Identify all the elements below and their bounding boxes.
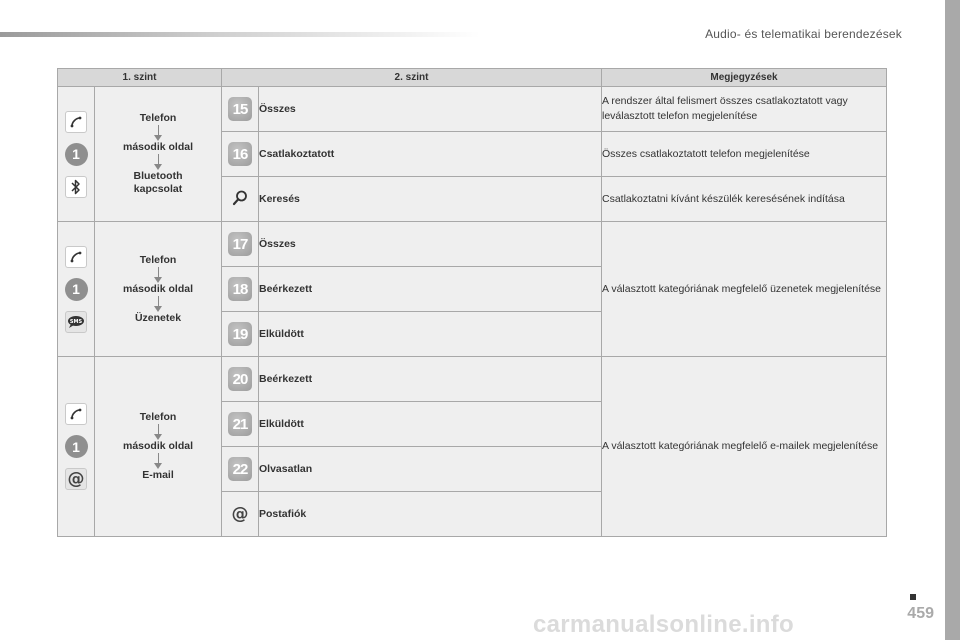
menu-number-badge: 15 <box>228 97 252 121</box>
header-bar <box>0 32 480 37</box>
search-icon <box>231 189 249 207</box>
number-badge: 1 <box>65 435 88 458</box>
level2-label: Keresés <box>259 177 602 222</box>
header-level2: 2. szint <box>222 69 602 87</box>
page-number: 459 <box>907 605 934 622</box>
level1-item: Telefon <box>139 411 177 423</box>
level2-label: Beérkezett <box>259 267 602 312</box>
level1-item: E-mail <box>142 469 174 481</box>
arrow-down-icon <box>154 453 163 469</box>
note-text: Összes csatlakoztatott telefon megjelenítése <box>602 132 887 177</box>
menu-number-badge: 22 <box>228 457 252 481</box>
note-text: A rendszer által felismert összes csatlakoztatott vagy leválasztott telefon megjelenítése <box>602 87 887 132</box>
level1-item: Telefon <box>139 253 177 266</box>
sms-icon-label: SMS <box>69 318 83 325</box>
level2-label: Összes <box>259 222 602 267</box>
watermark: carmanualsonline.info <box>533 611 795 638</box>
level2-label: Olvasatlan <box>259 447 602 492</box>
menu-number-badge: 16 <box>228 142 252 166</box>
at-icon: @ <box>231 504 249 524</box>
level1-item: Telefon <box>139 112 177 124</box>
level1-item: második oldal <box>122 141 194 153</box>
phone-icon <box>65 111 87 133</box>
chapter-title: Audio- és telematikai berendezések <box>705 27 902 41</box>
level1-path <box>95 357 222 537</box>
group-icons <box>58 357 95 537</box>
menu-number-badge: 18 <box>228 277 252 301</box>
bluetooth-icon <box>65 176 87 198</box>
header-level1: 1. szint <box>58 69 222 87</box>
note-text: A választott kategóriának megfelelő e-mailek megjelenítése <box>602 357 887 537</box>
arrow-down-icon <box>154 424 163 440</box>
level1-path <box>95 87 222 222</box>
level1-item: második oldal <box>122 282 194 295</box>
note-text: Csatlakoztatni kívánt készülék keresésének indítása <box>602 177 887 222</box>
menu-number-badge: 21 <box>228 412 252 436</box>
level2-label: Beérkezett <box>259 357 602 402</box>
number-badge: 1 <box>65 278 88 301</box>
group-icons <box>58 87 95 222</box>
header-notes: Megjegyzések <box>602 69 887 87</box>
phone-icon <box>65 403 87 425</box>
sms-icon <box>65 311 87 333</box>
side-strip <box>945 0 960 640</box>
level1-item: Bluetooth kapcsolat <box>133 170 183 195</box>
level1-item: második oldal <box>122 440 194 452</box>
number-badge: 1 <box>65 143 88 166</box>
level2-label: Elküldött <box>259 312 602 357</box>
menu-number-badge: 20 <box>228 367 252 391</box>
level2-label: Összes <box>259 87 602 132</box>
group-icons <box>58 222 95 357</box>
level1-path <box>95 222 222 357</box>
phone-icon <box>65 246 87 268</box>
note-text: A választott kategóriának megfelelő üzenetek megjelenítése <box>602 222 887 357</box>
at-icon: @ <box>65 468 87 490</box>
table-row <box>58 87 887 132</box>
level1-item: Üzenetek <box>134 311 182 324</box>
arrow-down-icon <box>154 267 163 283</box>
menu-number-badge: 19 <box>228 322 252 346</box>
level2-label: Elküldött <box>259 402 602 447</box>
level2-label: Csatlakoztatott <box>259 132 602 177</box>
arrow-down-icon <box>154 125 163 141</box>
menu-table <box>57 68 887 537</box>
table-row <box>58 357 887 402</box>
arrow-down-icon <box>154 296 163 312</box>
level2-label: Postafiók <box>259 492 602 537</box>
menu-number-badge: 17 <box>228 232 252 256</box>
table-row <box>58 222 887 267</box>
page-marker <box>910 594 916 600</box>
arrow-down-icon <box>154 154 163 170</box>
